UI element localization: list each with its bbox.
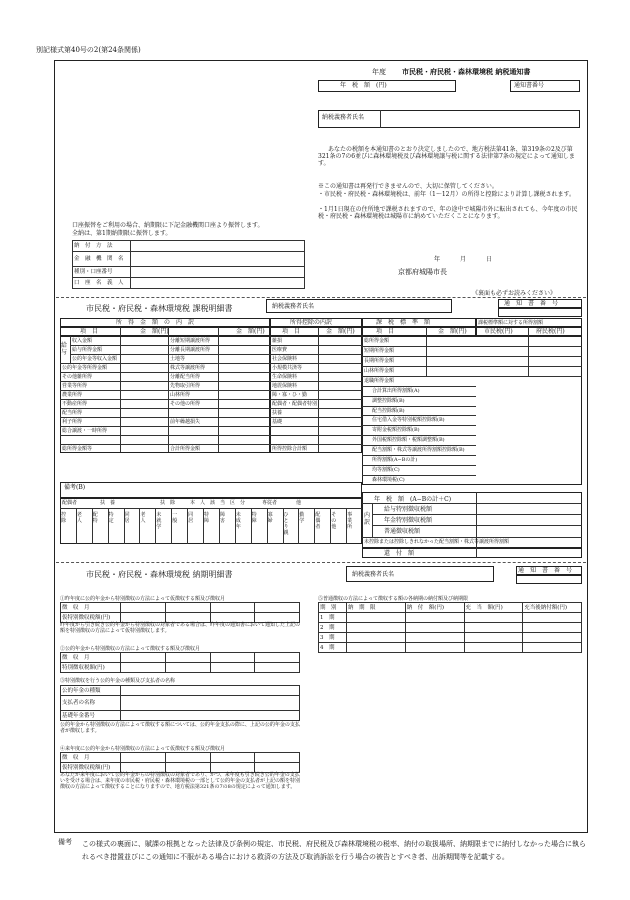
dependents-col-line	[330, 508, 331, 544]
tax-amount-label: 年 税 額 (円)	[340, 82, 387, 89]
bank-name-label: 金 融 機 関 名	[73, 252, 131, 267]
sec-b: ②公的年金から特別徴収の方法によって徴収する額及び徴収月	[60, 646, 201, 652]
tax-amount-box	[318, 80, 456, 92]
dependents-col: 未成年	[235, 512, 241, 530]
income-item: 給与所得金額	[72, 347, 103, 353]
dependents-col-line	[108, 508, 109, 544]
dependents-col: 同居	[188, 512, 194, 524]
income-row-line	[60, 444, 270, 445]
dependents-col-line	[203, 508, 204, 544]
detail-payer-label: 納税義務者氏名	[272, 303, 315, 310]
standard-row-line	[362, 445, 476, 446]
standard-row-line	[362, 425, 476, 426]
standard-col-item: 項 目	[376, 328, 395, 335]
standard-item: 配当控除額(B)	[372, 408, 405, 414]
issuer: 京都府城陽市長	[398, 268, 447, 276]
sec-c-code: 基礎年金番号	[61, 711, 121, 721]
income-mid-item: 分離短期譲渡所得	[170, 338, 211, 344]
sec-b-period: 徴 収 月	[61, 653, 121, 663]
pd-notice-label: 通 知 書 番 号	[518, 567, 573, 574]
dependents-header: 本 人 該 当 区 分	[190, 500, 246, 506]
taxable-col-pref: 府民税(円)	[536, 328, 565, 335]
income-header: 所 得 金 額 の 内 訳	[116, 319, 195, 326]
bank-text2: 全納は、第1期納期限に振替します。	[72, 230, 172, 237]
sec-d-table	[60, 752, 300, 773]
standard-item: 短期所得金額	[364, 348, 395, 354]
notice-number-label: 通知書番号	[514, 82, 545, 89]
notice-title: 市民税・府民税・森林環境税 納税通知書	[402, 67, 531, 76]
deduction-item: 生命保険料	[272, 374, 298, 380]
dependents-col-line	[346, 508, 347, 544]
sec-c-type: 公的年金の種類	[61, 686, 121, 696]
dependents-col-line	[219, 508, 220, 544]
sec-e-col-extra: 充 当 額(円)	[464, 603, 523, 613]
standard-row-line	[362, 366, 582, 367]
dependents-header: 扶 養	[100, 500, 116, 506]
term-1: 1 期	[319, 613, 347, 623]
deduction-item: 基礎	[272, 419, 283, 425]
income-mid-item: 分離長期譲渡所得	[170, 347, 211, 353]
inner-label: 内訳	[364, 512, 371, 526]
dependents-header: 配偶者	[62, 500, 78, 506]
kyuyo-label: 給与	[61, 342, 68, 356]
dependents-col-line	[139, 508, 140, 544]
deduction-item: 配偶者・配偶者特別	[272, 401, 318, 407]
standard-item: 外国税額控除額・税額調整額(B)	[372, 437, 445, 443]
dependents-col: 一般	[172, 512, 178, 524]
standard-row-line	[362, 396, 476, 397]
dependents-col-line	[314, 508, 315, 544]
standard-item: 調整控除額(B)	[372, 398, 405, 404]
dependents-col-line	[92, 508, 93, 544]
dependents-col: 老人	[76, 512, 82, 524]
sec-a-provisional: 仮特別徴収税額(円)	[61, 613, 121, 623]
sec-b-table	[60, 652, 300, 673]
standard-item: 均等割額(C)	[372, 467, 400, 473]
deduction-row-line	[270, 444, 362, 445]
sec-e-col-collected: 充当後納付額(円)	[523, 603, 582, 613]
dependents-col-line	[235, 508, 236, 544]
deduction-header: 所得控除の内訳	[290, 319, 333, 326]
income-mid-item: 土地等	[170, 356, 186, 362]
deduction-row-line	[270, 417, 362, 418]
income-col-amount2: 金 額(円)	[236, 328, 265, 335]
standard-item: 退職所得金額	[364, 378, 395, 384]
income-row-line	[60, 408, 270, 409]
deduction-row-line	[270, 390, 362, 391]
dependents-col: 事業所	[347, 512, 353, 530]
payer-name-label: 納税義務者氏名	[322, 114, 365, 121]
income-item: 配当所得	[62, 410, 83, 416]
taxable-header: 課税標準額に対する所得割額	[478, 320, 544, 326]
income-row-line	[60, 363, 270, 364]
remarks-box	[60, 482, 362, 498]
term-4: 4 期	[319, 643, 347, 653]
deduction-item: 障・寡・ひ・勤	[272, 392, 308, 398]
dependents-col-line	[298, 508, 299, 544]
standard-row-line	[362, 406, 476, 407]
term-3: 3 期	[319, 633, 347, 643]
notice-note3: ・1月1日現在の住所地で課税されますので、年の途中で城陽市外に転出されても、今年度の市民税・府民税・森林環境税は城陽市に納めていただくことになります。	[318, 206, 578, 220]
payment-detail-title: 市民税・府民税・森林環境税 納期明細書	[86, 570, 233, 579]
deduction-row-line	[270, 372, 362, 373]
bank-text1: 口座振替をご利用の場合、納期限に下記金融機関口座より振替します。	[72, 222, 264, 229]
sec-c-table	[60, 685, 300, 721]
income-row-line	[60, 426, 270, 427]
holder-label: 口 座 名 義 人	[73, 278, 131, 289]
standard-row-line	[362, 346, 582, 347]
sec-a-table	[60, 602, 300, 623]
standard-item: 寄附金税額控除額(B)	[372, 427, 420, 433]
dependents-col: 寡婦	[267, 512, 273, 524]
dependents-header: 他	[296, 500, 302, 506]
dependents-header: 扶 除	[160, 500, 176, 506]
date-month: 月	[460, 256, 467, 263]
deduction-row-line	[270, 408, 362, 409]
deduction-item: 地震保険料	[272, 383, 298, 389]
account-label: 種別・口座番号	[73, 267, 131, 278]
income-mid-item: 合計所得金額	[170, 446, 201, 452]
income-item: 総所得金額等	[62, 446, 93, 452]
dependents-col: 勤学	[299, 512, 305, 524]
income-row-line	[70, 345, 270, 346]
sec-c-payer: 支払者の名称	[61, 696, 121, 711]
deduction-row-line	[270, 426, 362, 427]
standard-item: 森林環境税(C)	[372, 477, 405, 483]
deduction-col-amount: 金 額(円)	[326, 328, 355, 335]
dependents-col: 特障	[251, 512, 257, 524]
income-mid-item: 株式等譲渡所得	[170, 365, 206, 371]
standard-row-line	[362, 356, 582, 357]
sec-d: ④来年度に公的年金から特別徴収の方法によって仮徴収する額及び徴収月	[60, 746, 226, 752]
income-item: 総合譲渡・一時所得	[62, 428, 108, 434]
income-mid-item: 先物取引所得	[170, 383, 201, 389]
sec-e-table	[318, 602, 582, 653]
sec-a: ①昨年度に公的年金から特別徴収の方法によって仮徴収する額及び徴収月	[60, 596, 226, 602]
footer-label: 備考	[58, 838, 72, 846]
sec-e: ⑤普通徴収の方法によって徴収する額の各納期の納付額及び納期限	[318, 596, 469, 602]
annual-tax-label: 年 税 額 (A−Bの計＋C)	[374, 496, 452, 503]
sec-e-col-deadline: 納 期 限	[347, 603, 406, 613]
payment-method: 納 付 方 法	[73, 241, 131, 252]
standard-item: 所得割額(A−Bの計)	[372, 457, 418, 463]
income-row-line	[60, 417, 270, 418]
income-mid-item: 前年繰越損失	[170, 419, 201, 425]
credited: 未控除または控除しきれなかった配当割額・株式等譲渡所得割額	[364, 539, 510, 545]
sec-d-period: 徴 収 月	[61, 753, 121, 763]
date-year: 年	[434, 256, 441, 263]
dependents-col-line	[76, 508, 77, 544]
income-row-line	[70, 354, 270, 355]
dependents-col-line	[124, 508, 125, 544]
dependents-col-line	[267, 508, 268, 544]
standard-header: 課 税 標 準 額	[376, 319, 431, 326]
dependents-col: 未就学	[156, 512, 162, 530]
standard-row-line	[362, 376, 582, 377]
sec-d-text: あなたが来年度において公的年金からの特別徴収の対象者であり、かつ、来年度も引き続き公的年金の支払いを受ける場合は、来年度の市民税・府民税・森林環境税の一部として公的年金の支払者が上記の額を特別徴収の方法によって徴収することになりますので、地方税法第321条の7の8の規定によって通知します。	[60, 772, 301, 790]
income-row-line	[60, 435, 270, 436]
deduction-row-line	[270, 363, 362, 364]
standard-item: 合計算出所得割額(A)	[372, 388, 420, 394]
income-mid-item: 分離配当所得	[170, 374, 201, 380]
standard-row-line	[362, 415, 476, 416]
remarks-label: 備考(B)	[64, 484, 86, 491]
income-row-line	[60, 372, 270, 373]
sec-a-text: 昨年度から引き続き公的年金から特別徴収の対象者である場合は、昨年度の通知書において通知した上記の額を特別徴収の方法によって仮特別徴収します。	[60, 622, 301, 634]
deduction-item: 医療費	[272, 347, 288, 353]
dependents-col: 老人	[140, 512, 146, 524]
dependents-col-line	[187, 508, 188, 544]
sec-e-col-term: 期 別	[319, 603, 347, 613]
sec-e-col-payment: 納 付 額(円)	[405, 603, 464, 613]
income-mid-item: 山林所得	[170, 392, 191, 398]
dependents-col-line	[283, 508, 284, 544]
detail-notice-label: 通 知 書 番 号	[504, 300, 559, 307]
deduction-row-line	[270, 354, 362, 355]
kyuyo-special: 給与特別徴収税額	[384, 506, 433, 513]
dependents-col-line	[251, 508, 252, 544]
standard-row-line	[362, 465, 476, 466]
sec-b-special: 特別徴収税額(円)	[61, 663, 121, 673]
pension-special: 年金特別徴収税額	[384, 517, 433, 524]
ordinary: 普通徴収税額	[384, 528, 421, 535]
income-item: 農業所得	[62, 392, 83, 398]
taxable-col-city: 市民税(円)	[484, 328, 513, 335]
standard-item: 配当割額・株式等譲渡所得割額控除額(B)	[372, 447, 465, 453]
income-row-line	[60, 381, 270, 382]
income-row-line	[60, 399, 270, 400]
standard-row-line	[362, 435, 476, 436]
dependents-col: その他	[331, 512, 337, 530]
deduction-item: 扶養	[272, 410, 283, 416]
income-item: その他雑所得	[62, 374, 93, 380]
standard-item: 総所得金額	[364, 338, 390, 344]
sec-d-provisional: 仮特別徴収税額(円)	[61, 763, 121, 773]
income-item: 収入金額	[72, 338, 93, 344]
notice-note2: ・市民税・府民税・森林環境税は、前年（1〜12月）の所得と控除により計算し課税されます。	[318, 191, 575, 198]
deduction-row-line	[270, 381, 362, 382]
income-item: 利子所得	[62, 419, 83, 425]
dependents-col: 配偶者	[315, 512, 321, 530]
form-id: 別記様式第40号の2(第24条関係)	[36, 46, 141, 54]
dependents-col: 控除	[61, 512, 67, 524]
income-row-line	[60, 390, 270, 391]
bank-table	[72, 240, 305, 289]
deduction-item: 所得控除合計額	[272, 446, 308, 452]
back-note: 《裏面も必ずお読みください》	[472, 290, 557, 297]
term-2: 2 期	[319, 623, 347, 633]
deduction-row-line	[270, 399, 362, 400]
standard-item: 山林所得金額	[364, 368, 395, 374]
date-day: 日	[486, 256, 493, 263]
dependents-col: 配特	[92, 512, 98, 524]
dependents-col: ひとり親	[283, 512, 289, 536]
deduction-item: 社会保険料	[272, 356, 298, 362]
notice-note1: ※この通知書は再発行できませんので、大切に保管してください。	[318, 183, 498, 190]
standard-row-line	[362, 386, 476, 387]
dependents-col-line	[155, 508, 156, 544]
detail-title: 市民税・府民税・森林環境税 課税明細書	[86, 304, 233, 313]
income-item: 営業等所得	[62, 383, 88, 389]
pd-payer-label: 納税義務者氏名	[352, 571, 395, 578]
sec-c-text: 公的年金から特別徴収の方法によって徴収する額については、公的年金支払の際に、上記の公的年金の支払者が徴収します。	[60, 722, 300, 734]
dependents-header: 専従者	[262, 500, 278, 506]
refund: 還 付 額	[384, 550, 415, 557]
notice-year: 年度	[372, 68, 386, 76]
income-item: 公的年金等所得金額	[62, 365, 108, 371]
standard-item: 住宅借入金等特別税額控除額(B)	[372, 417, 445, 423]
dependents-col: 特障	[204, 512, 210, 524]
income-col-item: 項 目	[80, 328, 99, 335]
notice-body: あなたの税額を本通知書のとおり決定しましたので、地方税法第41条、第319条の2及び第321条の7の6並びに森林環境税及び森林環境譲与税に関する法律第7条の規定によって通知します。	[318, 146, 575, 167]
dependents-col: 障害	[219, 512, 225, 524]
deduction-col-item: 項 目	[282, 328, 301, 335]
standard-row-line	[362, 475, 476, 476]
footer-text: この様式の裏面に、賦課の根拠となった法律及び条例の規定、市民税、府民税及び森林環境税の税率、納付の取扱場所、納期限までに納付しなかった場合に執られるべき措置並びにこの通知に不服がある場合における救済の方法及び取消訴訟を行う場合の被告とすべき者、出訴期間等を記載する。	[82, 840, 586, 861]
income-item: 公的年金等収入金額	[72, 356, 118, 362]
income-col-amount: 金 額(円)	[140, 328, 169, 335]
income-item: 不動産所得	[62, 401, 88, 407]
sec-a-period: 徴 収 月	[61, 603, 121, 613]
dependents-col-line	[171, 508, 172, 544]
standard-row-line	[362, 455, 476, 456]
deduction-row-line	[270, 345, 362, 346]
deduction-row-line	[270, 435, 362, 436]
dependents-col: 同居	[124, 512, 130, 524]
dependents-col: 特定	[108, 512, 114, 524]
standard-col-amount: 金 額(円)	[438, 328, 467, 335]
sec-c: ③特別徴収を行う公的年金の種類及び支払者の名称	[60, 678, 176, 684]
deduction-item: 雑損	[272, 338, 283, 344]
standard-item: 長期所得金額	[364, 358, 395, 364]
deduction-item: 小規模共済等	[272, 365, 303, 371]
income-mid-item: その他の所得	[170, 401, 201, 407]
